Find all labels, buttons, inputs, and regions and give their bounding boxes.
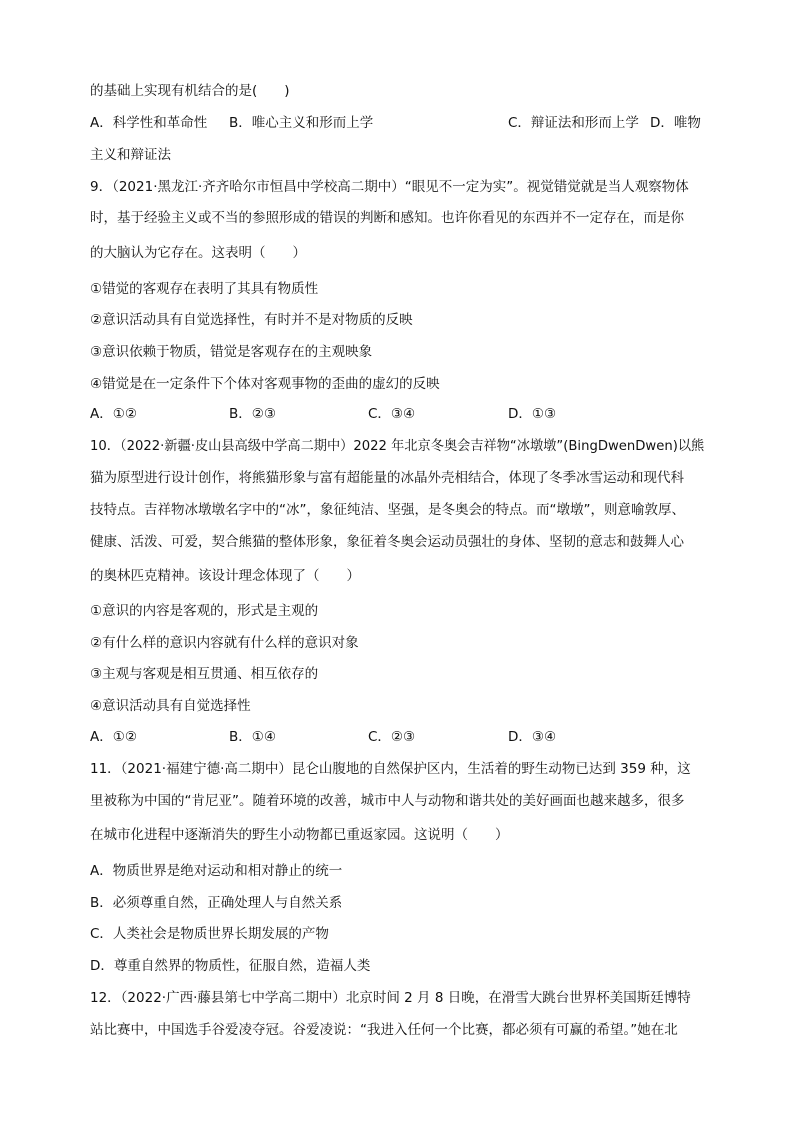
q8-option-d: D．唯物 [650,115,701,131]
q9-item-3: ③意识依赖于物质，错觉是客观存在的主观映象 [90,344,373,360]
q9-item-1: ①错觉的客观存在表明了其具有物质性 [90,281,319,297]
q12-stem-line-1: 12．（2022·广西·藤县第七中学高二期中）北京时间 2 月 8 日晚，在滑雪大跳台世界杯美国斯廷博特 [90,990,691,1006]
q9-option-c: C．③④ [368,406,416,422]
q10-option-a: A．①② [90,729,137,745]
q11-option-b: B．必须尊重自然，正确处理人与自然关系 [90,895,343,911]
q9-stem-line-1: 9．（2021·黑龙江·齐齐哈尔市恒昌中学校高二期中）“眼见不一定为实”。视觉错觉就是当人观察物体 [90,179,689,195]
q10-item-4: ④意识活动具有自觉选择性 [90,698,251,714]
q10-item-2: ②有什么样的意识内容就有什么样的意识对象 [90,635,359,651]
q9-stem-line-2: 时，基于经验主义或不当的参照形成的错误的判断和感知。也许你看见的东西并不一定存在，而是你 [90,210,684,226]
q9-stem-line-3: 的大脑认为它存在。这表明（ ） [90,245,306,261]
q8-option-a: A．科学性和革命性 [90,115,208,131]
q10-stem-line-2: 猫为原型进行设计创作，将熊猫形象与富有超能量的冰晶外壳相结合，体现了冬季冰雪运动和现代科 [90,470,684,486]
q9-option-a: A．①② [90,406,137,422]
q10-stem-line-4: 健康、活泼、可爱，契合熊猫的整体形象，象征着冬奥会运动员强壮的身体、坚韧的意志和鼓舞人心 [90,534,684,550]
q8-option-b: B．唯心主义和形而上学 [229,115,374,131]
q11-option-d: D．尊重自然界的物质性，征服自然，造福人类 [90,958,371,974]
q10-item-3: ③主观与客观是相互贯通、相互依存的 [90,666,319,682]
q10-option-c: C．②③ [368,729,416,745]
q10-stem-line-5: 的奥林匹克精神。该设计理念体现了（ ） [90,568,360,584]
q10-item-1: ①意识的内容是客观的，形式是主观的 [90,603,319,619]
q8-stem-tail: 的基础上实现有机结合的是( ) [90,83,290,99]
q10-stem-line-3: 技特点。吉祥物冰墩墩名字中的“冰”，象征纯洁、坚强，是冬奥会的特点。而“墩墩”，则意喻敦厚、 [90,502,685,518]
q11-option-a: A．物质世界是绝对运动和相对静止的统一 [90,863,343,879]
q8-option-d-continued: 主义和辩证法 [90,147,171,163]
q11-stem-line-3: 在城市化进程中逐渐消失的野生小动物都已重返家园。这说明（ ） [90,827,509,843]
q10-stem-line-1: 10．（2022·新疆·皮山县高级中学高二期中）2022 年北京冬奥会吉祥物“冰墩墩”(BingDwenDwen)以熊 [90,438,705,454]
q9-option-d: D．①③ [508,406,557,422]
q9-item-4: ④错觉是在一定条件下个体对客观事物的歪曲的虚幻的反映 [90,376,440,392]
q11-stem-line-2: 里被称为中国的“肯尼亚”。随着环境的改善，城市中人与动物和谐共处的美好画面也越来越多，很多 [90,793,685,809]
q10-option-d: D．③④ [508,729,557,745]
q11-option-c: C．人类社会是物质世界长期发展的产物 [90,926,329,942]
q9-item-2: ②意识活动具有自觉选择性，有时并不是对物质的反映 [90,312,413,328]
q9-option-b: B．②③ [229,406,276,422]
q8-option-c: C．辩证法和形而上学 [508,115,639,131]
q12-stem-line-2: 站比赛中，中国选手谷爱凌夺冠。谷爱凌说：“我进入任何一个比赛，都必须有可赢的希望。”她在北 [90,1022,678,1038]
q11-stem-line-1: 11．（2021·福建宁德·高二期中）昆仑山腹地的自然保护区内，生活着的野生动物已达到 359 种，这 [90,761,691,777]
q10-option-b: B．①④ [229,729,276,745]
